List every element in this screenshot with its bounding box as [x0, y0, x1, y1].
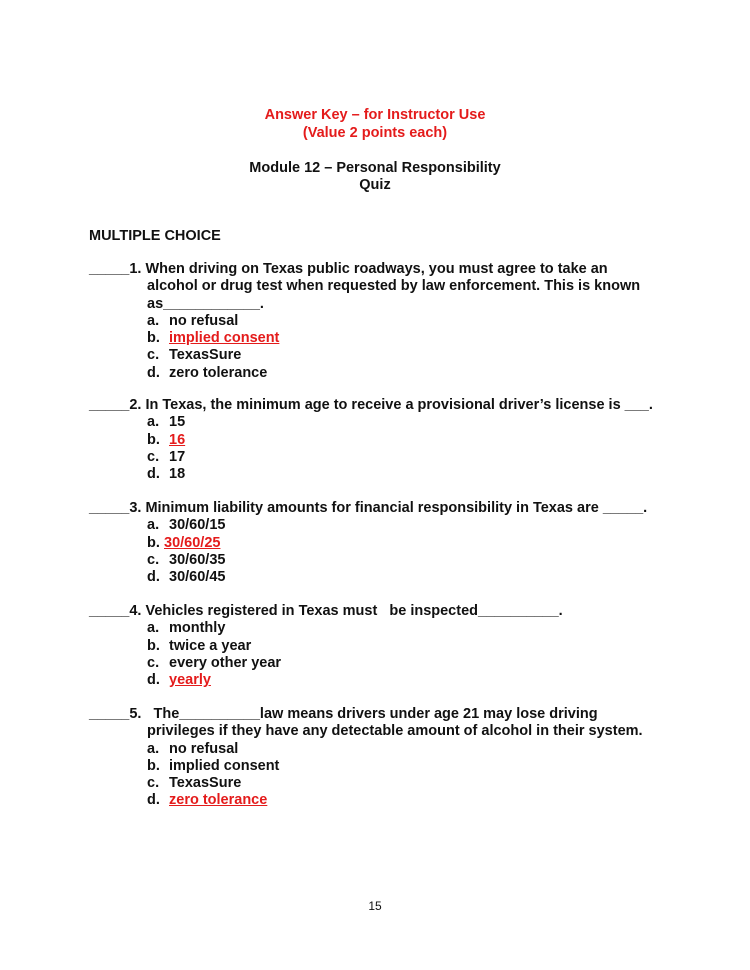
option-c: c. every other year	[147, 654, 282, 671]
option-d: d. 30/60/45	[147, 569, 226, 586]
question-stem-line: _____3. Minimum liability amounts for financial responsibility in Texas are _____.	[89, 500, 648, 516]
option-a: a. 30/60/15	[147, 517, 226, 534]
option-d-answer: d. zero tolerance	[147, 792, 268, 809]
question-stem-line: alcohol or drug test when requested by law enforcement. This is known	[147, 278, 641, 295]
option-d-answer: d. yearly	[147, 672, 211, 689]
option-a: a. 15	[147, 414, 186, 431]
question-stem-line: _____2. In Texas, the minimum age to receive a provisional driver’s license is ___.	[89, 397, 653, 413]
option-c: c. 17	[147, 448, 186, 465]
question-2	[89, 397, 689, 483]
module-title: Module 12 – Personal Responsibility	[249, 160, 501, 176]
option-c: c. 30/60/35	[147, 551, 226, 568]
question-3	[89, 500, 689, 586]
question-stem-line: as____________.	[147, 295, 264, 312]
quiz-label: Quiz	[359, 177, 391, 193]
option-c: c. TexasSure	[147, 347, 242, 364]
option-d: d. 18	[147, 466, 186, 483]
question-5	[89, 706, 689, 810]
option-a: a. no refusal	[147, 740, 239, 757]
question-stem-line: _____1. When driving on Texas public roadways, you must agree to take an	[89, 261, 608, 277]
answer-key-heading: Answer Key – for Instructor Use	[264, 107, 486, 123]
option-b: b. twice a year	[147, 637, 252, 654]
option-a: a. no refusal	[147, 312, 239, 329]
option-c: c. TexasSure	[147, 775, 242, 792]
question-stem-line: privileges if they have any detectable amount of alcohol in their system.	[147, 723, 643, 740]
option-b-answer: b. implied consent	[147, 330, 280, 347]
question-stem-line: _____5. The__________law means drivers under age 21 may lose driving	[89, 706, 598, 722]
value-note: (Value 2 points each)	[302, 125, 448, 141]
question-stem-line: _____4. Vehicles registered in Texas must be inspected__________.	[89, 603, 563, 619]
option-b: b. implied consent	[147, 757, 280, 774]
option-a: a. monthly	[147, 620, 226, 637]
option-d: d. zero tolerance	[147, 364, 268, 381]
question-1	[89, 261, 689, 382]
option-b-answer: b. 30/60/25	[147, 534, 221, 551]
option-b-answer: b. 16	[147, 431, 186, 448]
question-4	[89, 603, 689, 689]
section-title: MULTIPLE CHOICE	[89, 228, 221, 244]
page-number: 15	[368, 899, 382, 913]
